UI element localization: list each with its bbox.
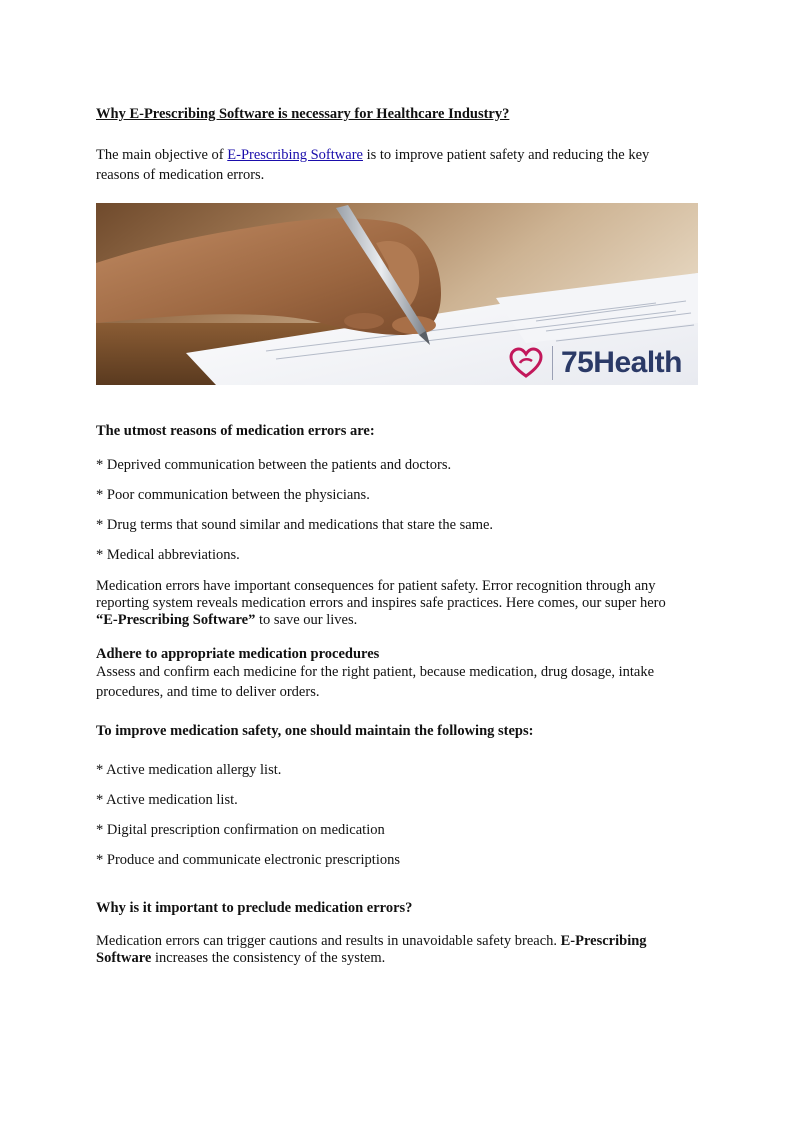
page-title: Why E-Prescribing Software is necessary for Healthcare Industry?: [96, 106, 510, 122]
brand-logo: [508, 345, 682, 381]
intro-line-1: [96, 147, 649, 164]
consequences-line-2: reporting system reveals medication errors and inspires safe practices. Here comes, our super hero: [96, 595, 666, 611]
intro-text-after: is to improve patient safety and reducing the key: [362, 147, 650, 163]
heart-logo-icon: [508, 345, 544, 381]
consequences-line-1: Medication errors have important consequences for patient safety. Error recognition through any: [96, 578, 656, 594]
intro-line-2: reasons of medication errors.: [96, 167, 265, 183]
hero-image: [96, 203, 698, 385]
adhere-line-2: procedures, and time to deliver orders.: [96, 684, 320, 700]
adhere-heading: Adhere to appropriate medication procedures: [96, 646, 380, 662]
why-line-2: [96, 950, 385, 967]
why-line-1: [96, 933, 647, 950]
reason-item: * Medical abbreviations.: [96, 547, 240, 563]
why-text: Medication errors can trigger cautions and results in unavoidable safety breach.: [96, 933, 561, 949]
step-item: * Produce and communicate electronic prescriptions: [96, 852, 400, 868]
e-prescribing-link[interactable]: E-Prescribing Software: [227, 147, 363, 163]
reason-item: * Drug terms that sound similar and medications that stare the same.: [96, 517, 494, 533]
step-item: * Active medication allergy list.: [96, 762, 282, 778]
reason-item: * Poor communication between the physicians.: [96, 487, 370, 503]
hero-product-name: “E-Prescribing Software”: [96, 612, 256, 628]
why-bold-1: E-Prescribing: [560, 933, 647, 949]
logo-divider: [552, 346, 553, 380]
why-heading: Why is it important to preclude medication errors?: [96, 900, 413, 916]
hero-rest-text: to save our lives.: [255, 612, 358, 628]
logo-text: 75Health: [560, 346, 682, 379]
intro-text-before: The main objective of: [96, 147, 228, 163]
reason-item: * Deprived communication between the patients and doctors.: [96, 457, 452, 473]
consequences-line-3: [96, 612, 357, 629]
step-item: * Digital prescription confirmation on medication: [96, 822, 385, 838]
why-bold-2: Software: [96, 950, 152, 966]
why-rest: increases the consistency of the system.: [151, 950, 386, 966]
adhere-line-1: Assess and confirm each medicine for the right patient, because medication, drug dosage, intake: [96, 664, 655, 680]
reasons-heading: The utmost reasons of medication errors are:: [96, 423, 375, 439]
step-item: * Active medication list.: [96, 792, 238, 808]
steps-heading: To improve medication safety, one should maintain the following steps:: [96, 723, 534, 739]
